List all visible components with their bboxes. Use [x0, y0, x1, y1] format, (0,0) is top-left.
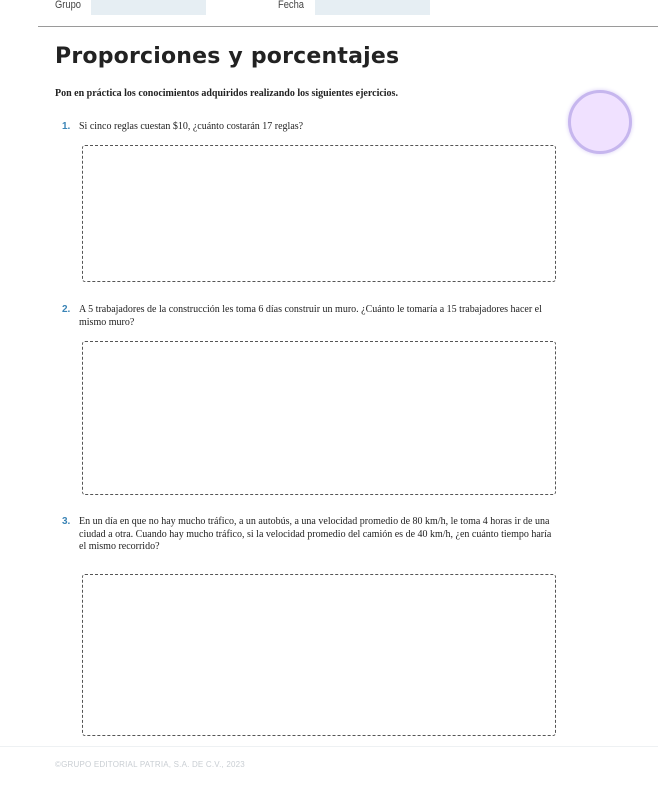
date-label: Fecha [278, 0, 304, 11]
date-field[interactable] [315, 0, 430, 15]
answer-box-3[interactable] [82, 574, 556, 736]
exercise-text: A 5 trabajadores de la construcción les toma 6 días construir un muro. ¿Cuánto le tomaría a 15 trabajadores hacer el mismo muro? [79, 304, 542, 328]
copyright-footer: ©GRUPO EDITORIAL PATRIA, S.A. DE C.V., 2023 [55, 760, 245, 769]
instructions: Pon en práctica los conocimientos adquiridos realizando los siguientes ejercicios. [55, 88, 398, 99]
header-divider [38, 26, 658, 27]
header-row [0, 0, 658, 26]
decorative-circle [568, 90, 632, 154]
group-field[interactable] [91, 0, 206, 15]
exercise-number: 3. [62, 516, 71, 527]
exercise-text: En un día en que no hay mucho tráfico, a un autobús, a una velocidad promedio de 80 km/h, le toma 4 horas ir de una ciudad a otra. Cuando hay mucho tráfico, si la velocidad promedio del camión es de 40 km/h, ¿en cuánto tiempo haría el mismo recorrido? [79, 516, 552, 552]
footer-divider [0, 746, 658, 747]
group-label: Grupo [55, 0, 81, 11]
page-title: Proporciones y porcentajes [55, 44, 400, 69]
exercise-number: 1. [62, 121, 71, 132]
answer-box-1[interactable] [82, 145, 556, 282]
answer-box-2[interactable] [82, 341, 556, 495]
exercise-text: Si cinco reglas cuestan $10, ¿cuánto costarán 17 reglas? [79, 121, 304, 132]
exercise-number: 2. [62, 304, 71, 315]
